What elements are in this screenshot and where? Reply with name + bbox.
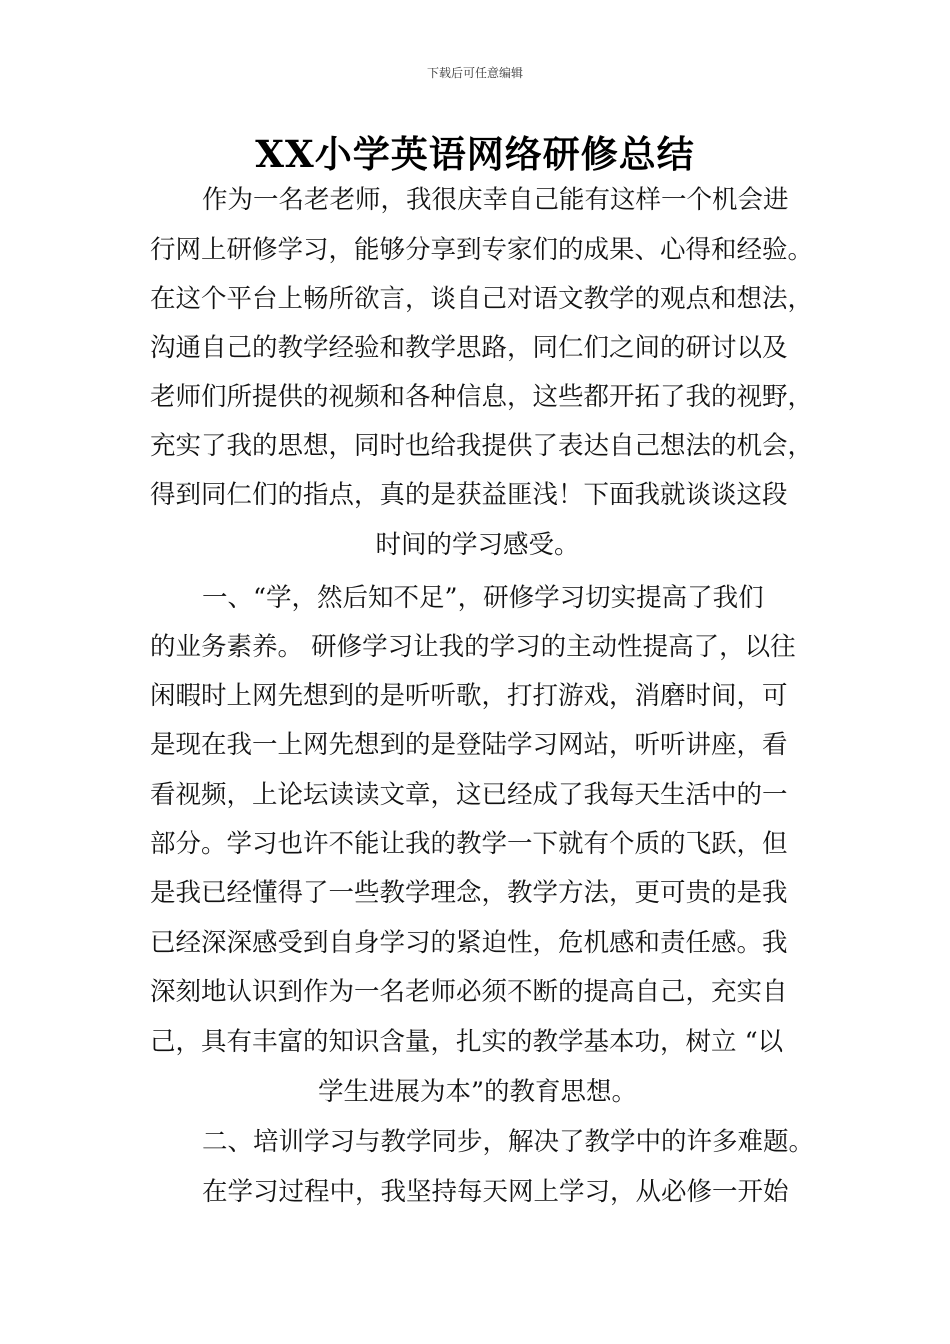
- text-line: 得到同仁们的指点，真的是获益匪浅！下面我就谈谈这段: [150, 480, 788, 510]
- text-line: 学生进展为本”的教育思想。: [317, 1077, 638, 1107]
- text-line: 老师们所提供的视频和各种信息，这些都开拓了我的视野，: [150, 382, 814, 412]
- text-line: 看视频，上论坛读读文章，这已经成了我每天生活中的一: [150, 780, 788, 810]
- text-line: 己，具有丰富的知识含量，扎实的教学基本功，树立 “以: [150, 1027, 784, 1057]
- text-line: 二、培训学习与教学同步，解决了教学中的许多难题。: [202, 1127, 815, 1157]
- header-note: 下载后可任意编辑: [426, 66, 523, 80]
- text-line: 是现在我一上网先想到的是登陆学习网站，听听讲座，看: [150, 730, 788, 760]
- text-line: 在这个平台上畅所欲言，谈自己对语文教学的观点和想法，: [150, 284, 814, 314]
- document-title: XX小学英语网络研修总结: [255, 132, 695, 176]
- text-line: 深刻地认识到作为一名老师必须不断的提高自己，充实自: [150, 977, 788, 1007]
- text-line: 的业务素养。 研修学习让我的学习的主动性提高了，以往: [150, 632, 796, 662]
- text-line: 沟通自己的教学经验和教学思路，同仁们之间的研讨以及: [150, 333, 788, 363]
- text-line: 充实了我的思想，同时也给我提供了表达自己想法的机会，: [150, 431, 814, 461]
- text-line: 部分。学习也许不能让我的教学一下就有个质的飞跃，但: [150, 829, 788, 859]
- text-line: 闲暇时上网先想到的是听听歌，打打游戏，消磨时间，可: [150, 681, 788, 711]
- text-line: 在学习过程中，我坚持每天网上学习，从必修一开始: [202, 1177, 789, 1207]
- text-line: 行网上研修学习，能够分享到专家们的成果、心得和经验。: [150, 235, 814, 265]
- text-line: 时间的学习感受。: [375, 530, 580, 560]
- text-line: 已经深深感受到自身学习的紧迫性，危机感和责任感。我: [150, 928, 788, 958]
- text-line: 是我已经懂得了一些教学理念，教学方法，更可贵的是我: [150, 878, 788, 908]
- text-line: 作为一名老老师，我很庆幸自己能有这样一个机会进: [202, 185, 789, 215]
- text-line: 一、“学，然后知不足”，研修学习切实提高了我们: [202, 583, 764, 613]
